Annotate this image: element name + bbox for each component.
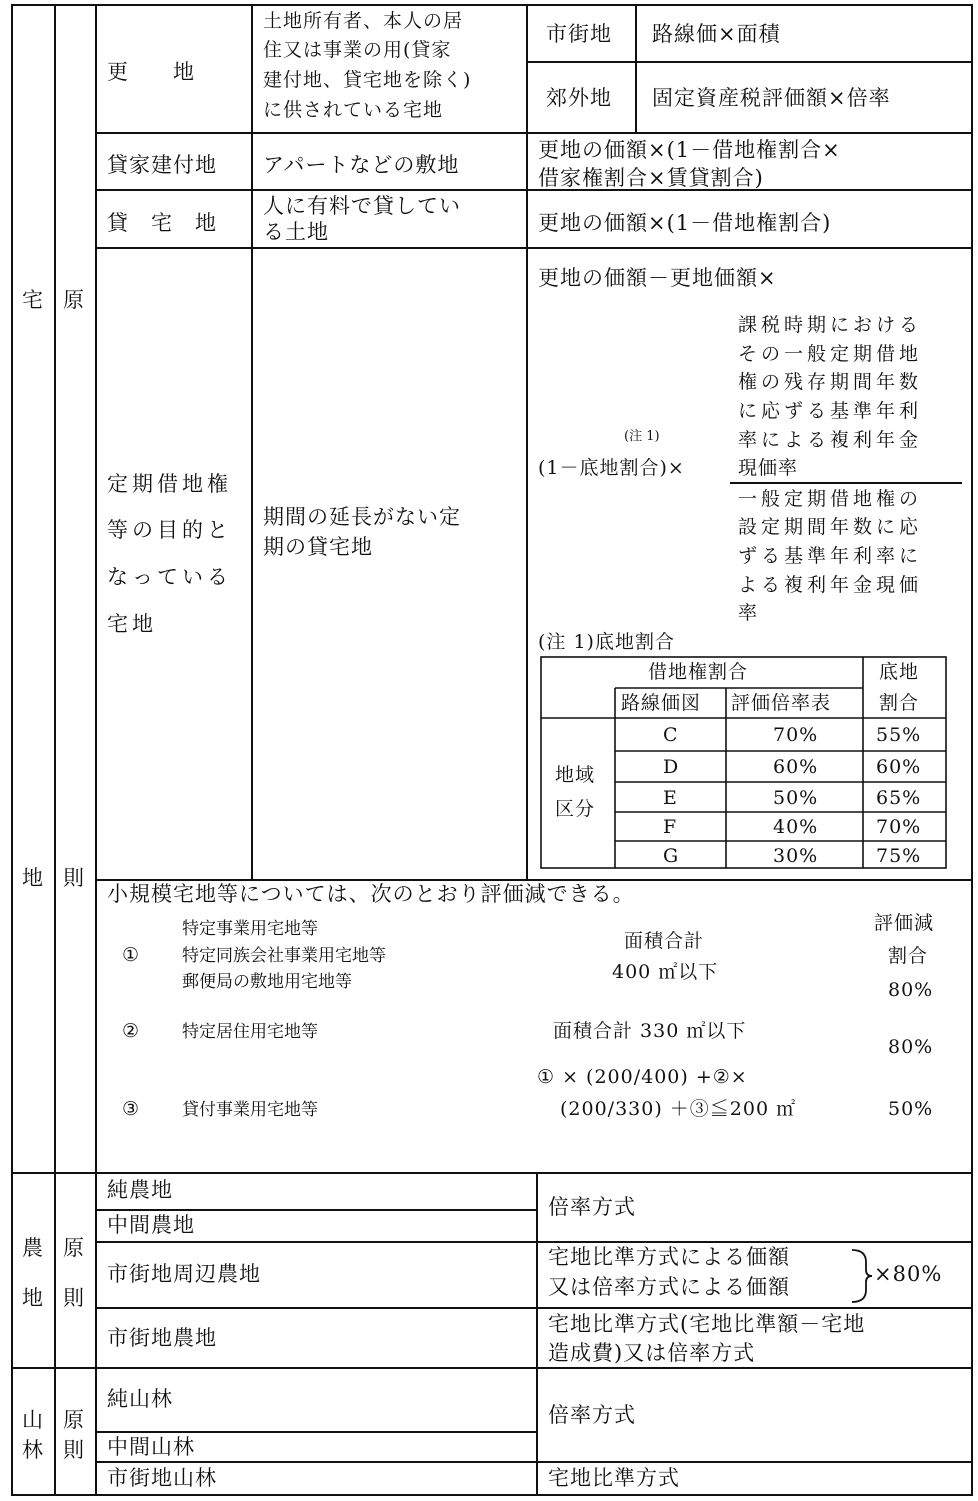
teiki-label-3: なっている [107, 565, 232, 589]
sarachi-desc-2: 住又は事業の用(貸家 [263, 39, 452, 61]
category-nochi-bottom: 地 [22, 1286, 44, 1310]
subtable-sokochi: 65% [876, 787, 922, 809]
small-item-rate: 80% [888, 979, 934, 1001]
kashitaku-desc-2: る土地 [263, 220, 329, 244]
category-sanrin-bottom: 林 [22, 1438, 44, 1462]
subtable-bairitsu: 70% [773, 724, 819, 746]
teiki-factor: (1－底地割合)× [538, 457, 685, 479]
subtable-region-label-2: 区分 [555, 798, 596, 820]
nochi-shuhen-rate: ×80% [874, 1262, 943, 1286]
sarachi-city-label: 市街地 [546, 22, 612, 46]
sanrin-shigai-formula: 宅地比準方式 [548, 1466, 680, 1490]
small-item-area: 面積合計 330 ㎡以下 [553, 1020, 747, 1042]
teiki-desc-1: 期間の延長がない定 [263, 505, 461, 529]
teiki-label-1: 定期借地権 [107, 472, 232, 496]
rule-sanrin-bottom: 則 [63, 1438, 85, 1462]
subtable-bairitsu: 40% [773, 816, 819, 838]
small-rate-header-2: 割合 [888, 945, 929, 967]
nochi-chukan: 中間農地 [107, 1213, 195, 1237]
teiki-label-4: 宅地 [107, 612, 157, 636]
subtable-header-sokochi-2: 割合 [879, 692, 920, 714]
teiki-denominator-5: 率 [738, 602, 759, 624]
small-item-name: 特定居住用宅地等 [182, 1022, 318, 1042]
small-item-name: 特定同族会社事業用宅地等 [182, 946, 386, 966]
teiki-numerator-1: 課税時期における [738, 314, 923, 336]
teiki-denominator-2: 設定期間年数に応 [738, 516, 923, 538]
nochi-shuhen: 市街地周辺農地 [107, 1262, 261, 1286]
teiki-note-mark: (注 1) [624, 429, 660, 444]
teiki-numerator-2: その一般定期借地 [738, 343, 923, 365]
nochi-shuhen-formula-2: 又は倍率方式による価額 [548, 1275, 790, 1299]
kashiya-label: 貸家建付地 [107, 153, 217, 177]
teiki-note-title: (注 1)底地割合 [538, 631, 675, 653]
small-item-name: 特定事業用宅地等 [182, 919, 318, 939]
small-item-num: ② [122, 1020, 141, 1042]
teiki-numerator-6: 現価率 [738, 457, 799, 479]
nochi-bairitsu: 倍率方式 [548, 1195, 636, 1219]
teiki-formula-head: 更地の価額－更地価額× [538, 266, 777, 290]
category-sanrin-top: 山 [22, 1408, 44, 1432]
subtable-sokochi: 55% [876, 724, 922, 746]
teiki-label-2: 等の目的と [107, 518, 232, 542]
rule-takuchi-bottom: 則 [63, 866, 85, 890]
small-item-name: 郵便局の敷地用宅地等 [182, 972, 352, 992]
kashitaku-formula: 更地の価額×(1－借地権割合) [538, 211, 832, 235]
subtable-region-label-1: 地域 [555, 764, 596, 786]
teiki-desc-2: 期の貸宅地 [263, 535, 373, 559]
rule-nochi-bottom: 則 [63, 1286, 85, 1310]
small-rate-header-1: 評価減 [874, 912, 935, 934]
small-item-num: ③ [122, 1098, 141, 1120]
sanrin-shigai: 市街地山林 [107, 1466, 217, 1490]
subtable-sokochi: 75% [876, 845, 922, 867]
small-item-area: (200/330) ＋③≦200 ㎡ [560, 1098, 797, 1120]
subtable-header-group: 借地権割合 [648, 661, 749, 683]
sarachi-label: 更 地 [107, 60, 195, 84]
subtable-bairitsu: 60% [773, 756, 819, 778]
kashiya-desc: アパートなどの敷地 [263, 153, 460, 177]
teiki-numerator-4: に応ずる基準年利 [738, 400, 923, 422]
small-item-rate: 50% [888, 1098, 934, 1120]
small-item-area: ① × (200/400) +②× [537, 1066, 748, 1088]
small-item-name: 貸付事業用宅地等 [182, 1100, 318, 1120]
rule-takuchi-top: 原 [63, 288, 85, 312]
subtable-bairitsu: 30% [773, 845, 819, 867]
nochi-shigai: 市街地農地 [107, 1326, 217, 1350]
sarachi-city-formula: 路線価×面積 [652, 22, 781, 46]
subtable-sokochi: 60% [876, 756, 922, 778]
small-item-rate: 80% [888, 1036, 934, 1058]
sanrin-chukan: 中間山林 [107, 1435, 195, 1459]
kashiya-formula-2: 借家権割合×賃貸割合) [538, 166, 764, 190]
sanrin-bairitsu: 倍率方式 [548, 1403, 636, 1427]
kashitaku-desc-1: 人に有料で貸してい [263, 194, 461, 218]
kashiya-formula-1: 更地の価額×(1－借地権割合× [538, 138, 841, 162]
small-item-area: 面積合計 [624, 930, 705, 952]
sarachi-suburb-label: 郊外地 [546, 86, 612, 110]
subtable-rosen: D [663, 756, 680, 778]
subtable-sokochi: 70% [876, 816, 922, 838]
category-nochi-top: 農 [22, 1236, 44, 1260]
rule-nochi-top: 原 [63, 1236, 85, 1260]
subtable-bairitsu: 50% [773, 787, 819, 809]
nochi-shuhen-formula-1: 宅地比準方式による価額 [548, 1245, 790, 1269]
subtable-header-sokochi-1: 底地 [879, 661, 920, 683]
small-item-area: 400 ㎡以下 [612, 961, 719, 983]
nochi-shigai-formula-2: 造成費)又は倍率方式 [548, 1341, 756, 1365]
subtable-rosen: C [663, 724, 679, 746]
nochi-jun: 純農地 [107, 1178, 173, 1202]
sarachi-desc-3: 建付地、貸宅地を除く) [263, 69, 472, 91]
subtable-rosen: G [663, 845, 680, 867]
kashitaku-label: 貸 宅 地 [107, 211, 217, 235]
sanrin-jun: 純山林 [107, 1387, 173, 1411]
sarachi-suburb-formula: 固定資産税評価額×倍率 [652, 86, 891, 110]
teiki-denominator-1: 一般定期借地権の [738, 488, 923, 510]
subtable-rosen: E [663, 787, 678, 809]
teiki-numerator-5: 率による複利年金 [738, 429, 923, 451]
subtable-rosen: F [663, 816, 678, 838]
subtable-header-rosen: 路線価図 [621, 692, 702, 714]
subtable-header-bairitsu: 評価倍率表 [731, 692, 832, 714]
category-takuchi-top: 宅 [22, 288, 44, 312]
sarachi-desc-1: 土地所有者、本人の居 [263, 10, 464, 32]
small-heading: 小規模宅地等については、次のとおり評価減できる。 [107, 882, 635, 906]
teiki-denominator-4: よる複利年金現価 [738, 574, 923, 596]
small-item-num: ① [122, 944, 141, 966]
category-takuchi-bottom: 地 [22, 866, 44, 890]
sarachi-desc-4: に供されている宅地 [263, 99, 444, 121]
nochi-shigai-formula-1: 宅地比準方式(宅地比準額－宅地 [548, 1312, 866, 1336]
teiki-denominator-3: ずる基準年利率に [738, 545, 923, 567]
teiki-numerator-3: 権の残存期間年数 [738, 371, 923, 393]
rule-sanrin-top: 原 [63, 1408, 85, 1432]
